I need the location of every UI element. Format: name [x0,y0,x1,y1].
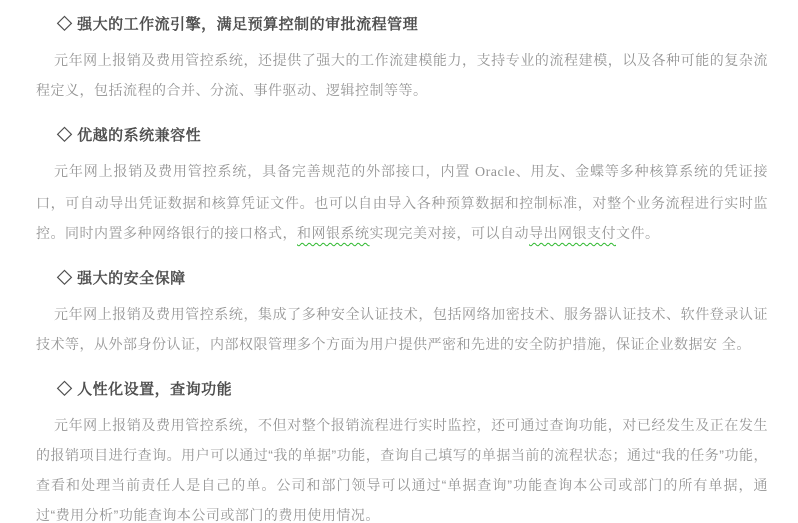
section-security [36,268,768,359]
text-run: 、用友、金蝶等多种核算系统的凭证接 口，可自动导出凭证数据和核算凭证文件。也可以自由导入各种预算数据和控制标准，对整个业务流程进行实时监控。同时内置多种网络银行的接口格式， [36,163,769,241]
section-paragraph [36,156,768,248]
text-run: 元年网上报销及费用管控系统，不但对整个报销流程进行实时监控，还可通过查询功能，对已经发生及正在发生的报销项目进行查询。用户可以通过“我的单据”功能，查询自己填写的单据当前的流程状态；通过“我的任务”功能，查看和处理当前责任人是自己的单。公司和部门领导可以通过“单据查询”功能查询本公司或部门的所有单据，通过“费用分析”功能查询本公司或部门的费用使用情况。 [36,417,768,523]
text-run: 元年网上报销及费用管控系统，集成了多种安全认证技术，包括网络加密技术、服务器认证技术、软件登录认证技术等，从外部身份认证，内部权限管理多个方面为用户提供严密和先进的安全防护措施，保证企业数据安 全。 [36,306,768,352]
text-run: 实现完美对接，可以自动 [369,225,529,241]
spellchecked-phrase: 和网银系统 [297,225,370,241]
section-query-features [36,379,768,523]
section-system-compatibility [36,125,768,248]
oracle-product-name: Oracle [474,165,516,180]
section-workflow-engine [36,14,768,105]
section-paragraph [36,45,768,105]
section-heading: ◇ 强大的工作流引擎，满足预算控制的审批流程管理 [57,16,419,33]
text-run: 文件。 [616,225,660,241]
section-heading: ◇ 人性化设置，查询功能 [57,381,233,398]
spellchecked-phrase: 导出网银支付 [529,225,616,241]
text-run: 元年网上报销及费用管控系统，还提供了强大的工作流建模能力，支持专业的流程建模，以及各种可能的复杂流程定义，包括流程的合并、分流、事件驱动、逻辑控制等等。 [36,52,768,98]
section-heading: ◇ 优越的系统兼容性 [57,127,202,144]
section-heading: ◇ 强大的安全保障 [57,270,186,287]
text-run: 元年网上报销及费用管控系统，具备完善规范的外部接口，内置 [54,163,475,179]
section-paragraph [36,410,768,523]
section-paragraph [36,299,768,359]
